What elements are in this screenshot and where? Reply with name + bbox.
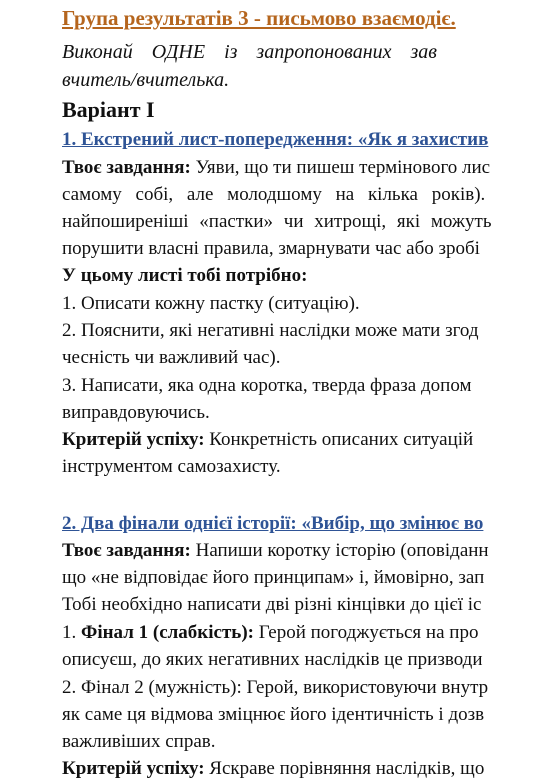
task2-line-1	[62, 539, 489, 563]
task2-criteria-text: Яскраве порівняння наслідків, що	[204, 758, 485, 779]
results-group-heading: Група результатів 3 - письмово взаємодіє.	[62, 6, 456, 30]
task1-line-1	[62, 156, 490, 180]
task1-item-1: 1. Описати кожну пастку (ситуацію).	[62, 293, 360, 314]
task2-final-1-cont: описуєш, до яких негативних наслідків це призводи	[62, 649, 483, 670]
instruction-line-2: вчитель/вчителька.	[62, 69, 230, 91]
task1-line-3: найпоширеніші «пастки» чи хитрощі, які можуть	[62, 211, 492, 232]
task2-criteria-label: Критерій успіху:	[62, 758, 205, 779]
task1-task-label: Твоє завдання:	[62, 157, 191, 178]
task2-final-1	[62, 621, 478, 645]
task1-criteria-cont: інструментом самозахисту.	[62, 456, 281, 477]
task1-title: 1. Екстрений лист-попередження: «Як я захистив	[62, 129, 489, 150]
task1-criteria-text: Конкретність описаних ситуацій	[204, 429, 474, 450]
task2-criteria	[62, 757, 484, 781]
task2-title: 2. Два фінали однієї історії: «Вибір, що змінює во	[62, 513, 484, 534]
task1-item-2a: 2. Пояснити, які негативні наслідки може мати згод	[62, 320, 479, 341]
task2-line-3: Тобі необхідно написати дві різні кінцівки до цієї іс	[62, 594, 482, 615]
task2-final-1-label: Фінал 1 (слабкість):	[81, 622, 254, 643]
task1-need-heading: У цьому листі тобі потрібно:	[62, 265, 308, 286]
task1-item-3a: 3. Написати, яка одна коротка, тверда фраза допом	[62, 375, 472, 396]
instruction-line-1: Виконай ОДНЕ із запропонованих зав	[62, 41, 437, 63]
task2-final-2c: важливіших справ.	[62, 731, 216, 752]
task2-final-2a: 2. Фінал 2 (мужність): Герой, використовуючи внутр	[62, 677, 489, 698]
variant-title: Варіант І	[62, 97, 155, 122]
task2-final-1-number: 1.	[62, 622, 81, 643]
task1-line-4: порушити власні правила, змарнувати час або зробі	[62, 238, 480, 259]
task1-line-2: самому собі, але молодшому на кілька років).	[62, 184, 486, 205]
task2-final-2b: як саме ця відмова зміцнює його ідентичність і дозв	[62, 704, 485, 725]
task1-item-3b: виправдовуючись.	[62, 402, 210, 423]
task2-line-2: що «не відповідає його принципам» і, ймовірно, зап	[62, 567, 485, 588]
task1-criteria-label: Критерій успіху:	[62, 429, 205, 450]
task2-task-label: Твоє завдання:	[62, 540, 191, 561]
task2-final-1-text: Герой погоджується на про	[254, 622, 479, 643]
task1-criteria	[62, 428, 473, 452]
task2-text-1: Напиши коротку історію (оповіданн	[190, 540, 489, 561]
task1-item-2b: чесність чи важливий час).	[62, 347, 281, 368]
task1-text-1: Уяви, що ти пишеш термінового лис	[190, 157, 491, 178]
